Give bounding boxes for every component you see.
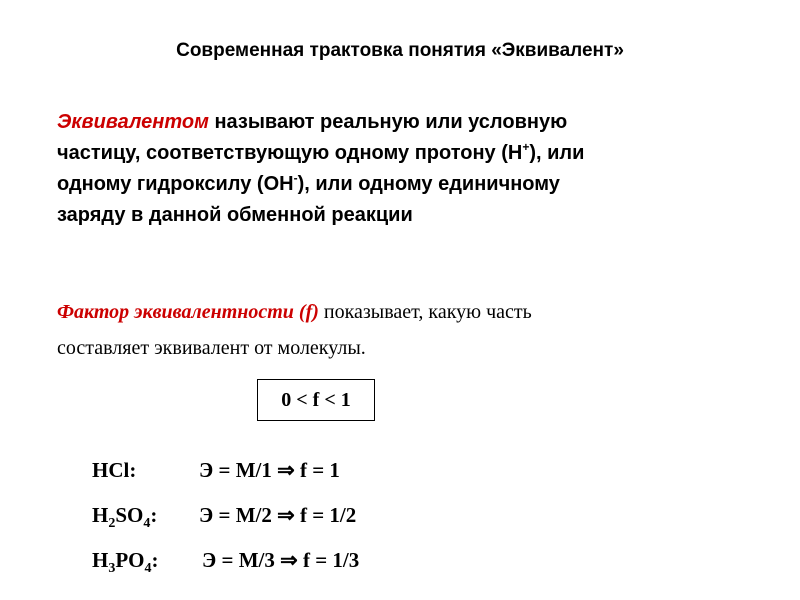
definition-line-2-a: частицу, соответствующую одному протону (Н	[57, 142, 523, 164]
definition-line-4: заряду в данной обменной реакции	[57, 204, 413, 226]
definition-term: Эквивалентом	[57, 111, 209, 133]
formula-subscript: 4	[143, 516, 151, 531]
formula-part: SO	[115, 503, 144, 527]
factor-line-2: составляет эквивалент от молекулы.	[57, 337, 366, 359]
formula-part: PO	[115, 548, 145, 572]
slide-title: Современная трактовка понятия «Эквивалент»	[176, 40, 624, 61]
proton-charge-sup: +	[522, 140, 530, 154]
equation-hcl: Э = М/1 ⇒ f = 1	[199, 458, 340, 482]
factor-line-1	[57, 294, 777, 330]
formula-part: H	[92, 548, 109, 572]
formula-hcl	[92, 458, 136, 483]
formula-part: :	[151, 548, 159, 572]
definition-line-3-a: одному гидроксилу (ОН	[57, 173, 294, 195]
formula-part: HCl:	[92, 458, 137, 482]
factor-term: Фактор эквивалентности (f)	[57, 301, 319, 323]
formula-h3po4	[92, 548, 159, 576]
formula-part: H	[92, 503, 109, 527]
definition-line-3-b: ), или одному единичному	[297, 173, 560, 195]
formula-h2so4	[92, 503, 158, 531]
definition-line-1-text: называют реальную или условную	[208, 111, 568, 133]
definition-paragraph	[57, 107, 757, 231]
definition-line-2	[57, 138, 757, 169]
equation-h3po4: Э = М/3 ⇒ f = 1/3	[202, 548, 360, 572]
formula-part: :	[150, 503, 158, 527]
formula-subscript: 2	[108, 516, 116, 531]
inequality-box: 0 < f < 1	[257, 379, 375, 421]
formula-subscript: 4	[144, 561, 152, 576]
hydroxyl-charge-sup: -	[293, 171, 298, 185]
formula-subscript: 3	[108, 561, 116, 576]
equation-h2so4: Э = М/2 ⇒ f = 1/2	[199, 503, 357, 527]
factor-line-1-text: показывает, какую часть	[318, 301, 532, 323]
definition-line-2-b: ), или	[529, 142, 585, 164]
definition-line-1	[57, 107, 757, 138]
definition-line-3	[57, 169, 757, 200]
factor-paragraph	[57, 294, 777, 366]
